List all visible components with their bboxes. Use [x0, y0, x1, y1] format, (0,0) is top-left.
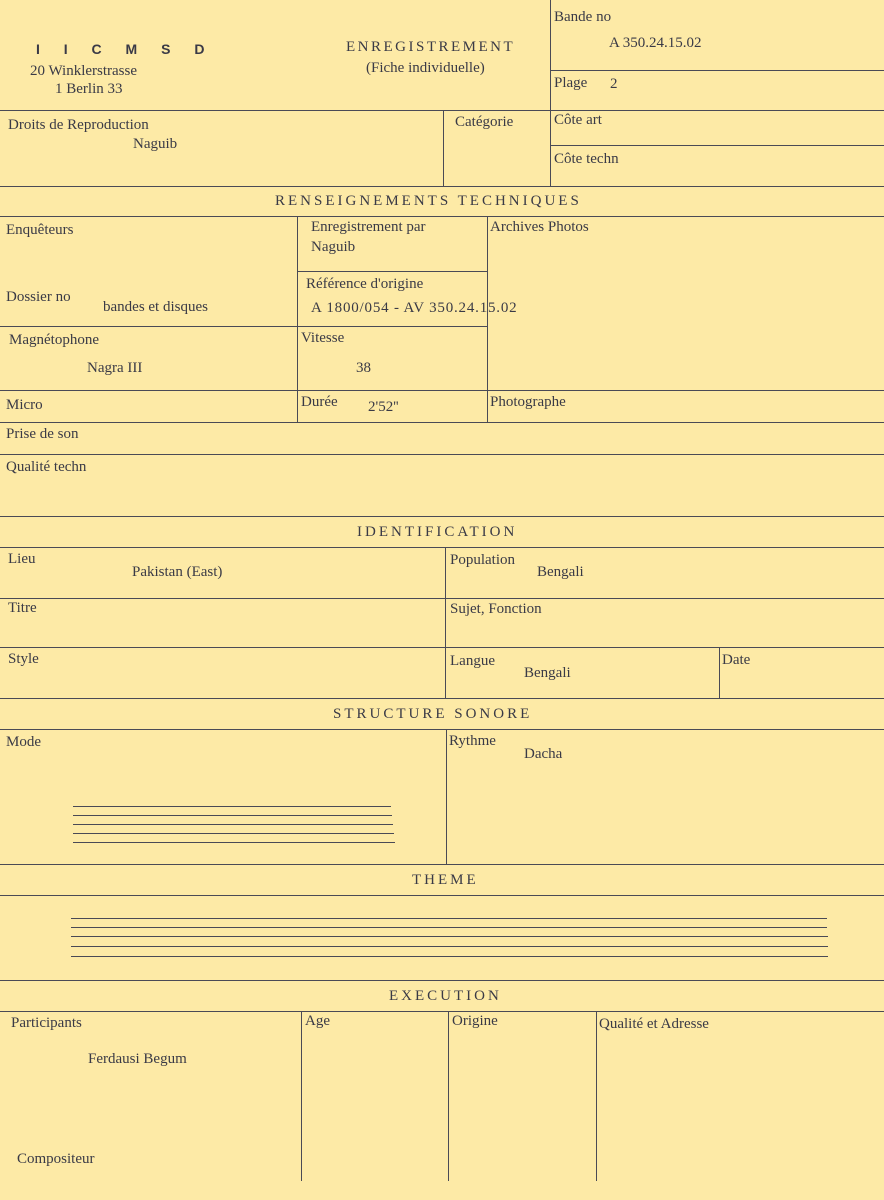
participants-label: Participants [11, 1015, 82, 1031]
age-label: Age [305, 1013, 330, 1029]
micro-label: Micro [6, 397, 43, 413]
vitesse-label: Vitesse [301, 330, 345, 346]
langue-label: Langue [450, 653, 495, 669]
date-label: Date [722, 652, 751, 668]
org-logo: I I C M S D [36, 41, 215, 57]
rythme-label: Rythme [449, 733, 496, 749]
enqueteurs-label: Enquêteurs [6, 222, 74, 238]
population-value: Bengali [537, 564, 584, 580]
form-title: ENREGISTREMENT [346, 39, 516, 55]
duree-value: 2'52'' [368, 399, 399, 415]
style-label: Style [8, 651, 39, 667]
compositeur-label: Compositeur [17, 1151, 95, 1167]
rythme-value: Dacha [524, 746, 563, 762]
magnetophone-value: Nagra III [87, 360, 143, 376]
technical-heading: RENSEIGNEMENTS TECHNIQUES [275, 193, 582, 209]
langue-value: Bengali [524, 665, 571, 681]
origine-label: Origine [452, 1013, 498, 1029]
dossier-value: bandes et disques [103, 299, 208, 315]
qualite-adresse-label: Qualité et Adresse [599, 1016, 709, 1032]
reference-value: A 1800/054 - AV 350.24.15.02 [311, 300, 518, 316]
duree-label: Durée [301, 394, 338, 410]
execution-heading: EXECUTION [389, 988, 502, 1004]
droits-value: Naguib [133, 136, 178, 152]
enregistrement-value: Naguib [311, 239, 356, 255]
form-subtitle: (Fiche individuelle) [366, 60, 485, 76]
bande-label: Bande no [554, 9, 612, 25]
lieu-label: Lieu [8, 551, 36, 567]
archives-label: Archives Photos [490, 219, 589, 235]
cote-art-label: Côte art [554, 112, 602, 128]
titre-label: Titre [8, 600, 37, 616]
org-city: 1 Berlin 33 [55, 81, 123, 97]
enregistrement-label: Enregistrement par [311, 219, 426, 235]
structure-heading: STRUCTURE SONORE [333, 706, 533, 722]
prise-label: Prise de son [6, 426, 79, 442]
vitesse-value: 38 [356, 360, 371, 376]
cote-techn-label: Côte techn [554, 151, 619, 167]
categorie-label: Catégorie [455, 114, 514, 130]
identification-heading: IDENTIFICATION [357, 524, 518, 540]
magnetophone-label: Magnétophone [9, 332, 99, 348]
population-label: Population [450, 552, 516, 568]
plage-value: 2 [610, 76, 618, 92]
dossier-label: Dossier no [6, 289, 71, 305]
mode-label: Mode [6, 734, 41, 750]
lieu-value: Pakistan (East) [132, 564, 223, 580]
theme-heading: THEME [412, 872, 479, 888]
droits-label: Droits de Reproduction [8, 117, 149, 133]
bande-value: A 350.24.15.02 [609, 35, 702, 51]
qualite-label: Qualité techn [6, 459, 87, 475]
participants-value: Ferdausi Begum [88, 1051, 187, 1067]
sujet-label: Sujet, Fonction [450, 601, 542, 617]
photographe-label: Photographe [490, 394, 566, 410]
org-street: 20 Winklerstrasse [30, 63, 138, 79]
reference-label: Référence d'origine [306, 276, 424, 292]
plage-label: Plage [554, 75, 588, 91]
